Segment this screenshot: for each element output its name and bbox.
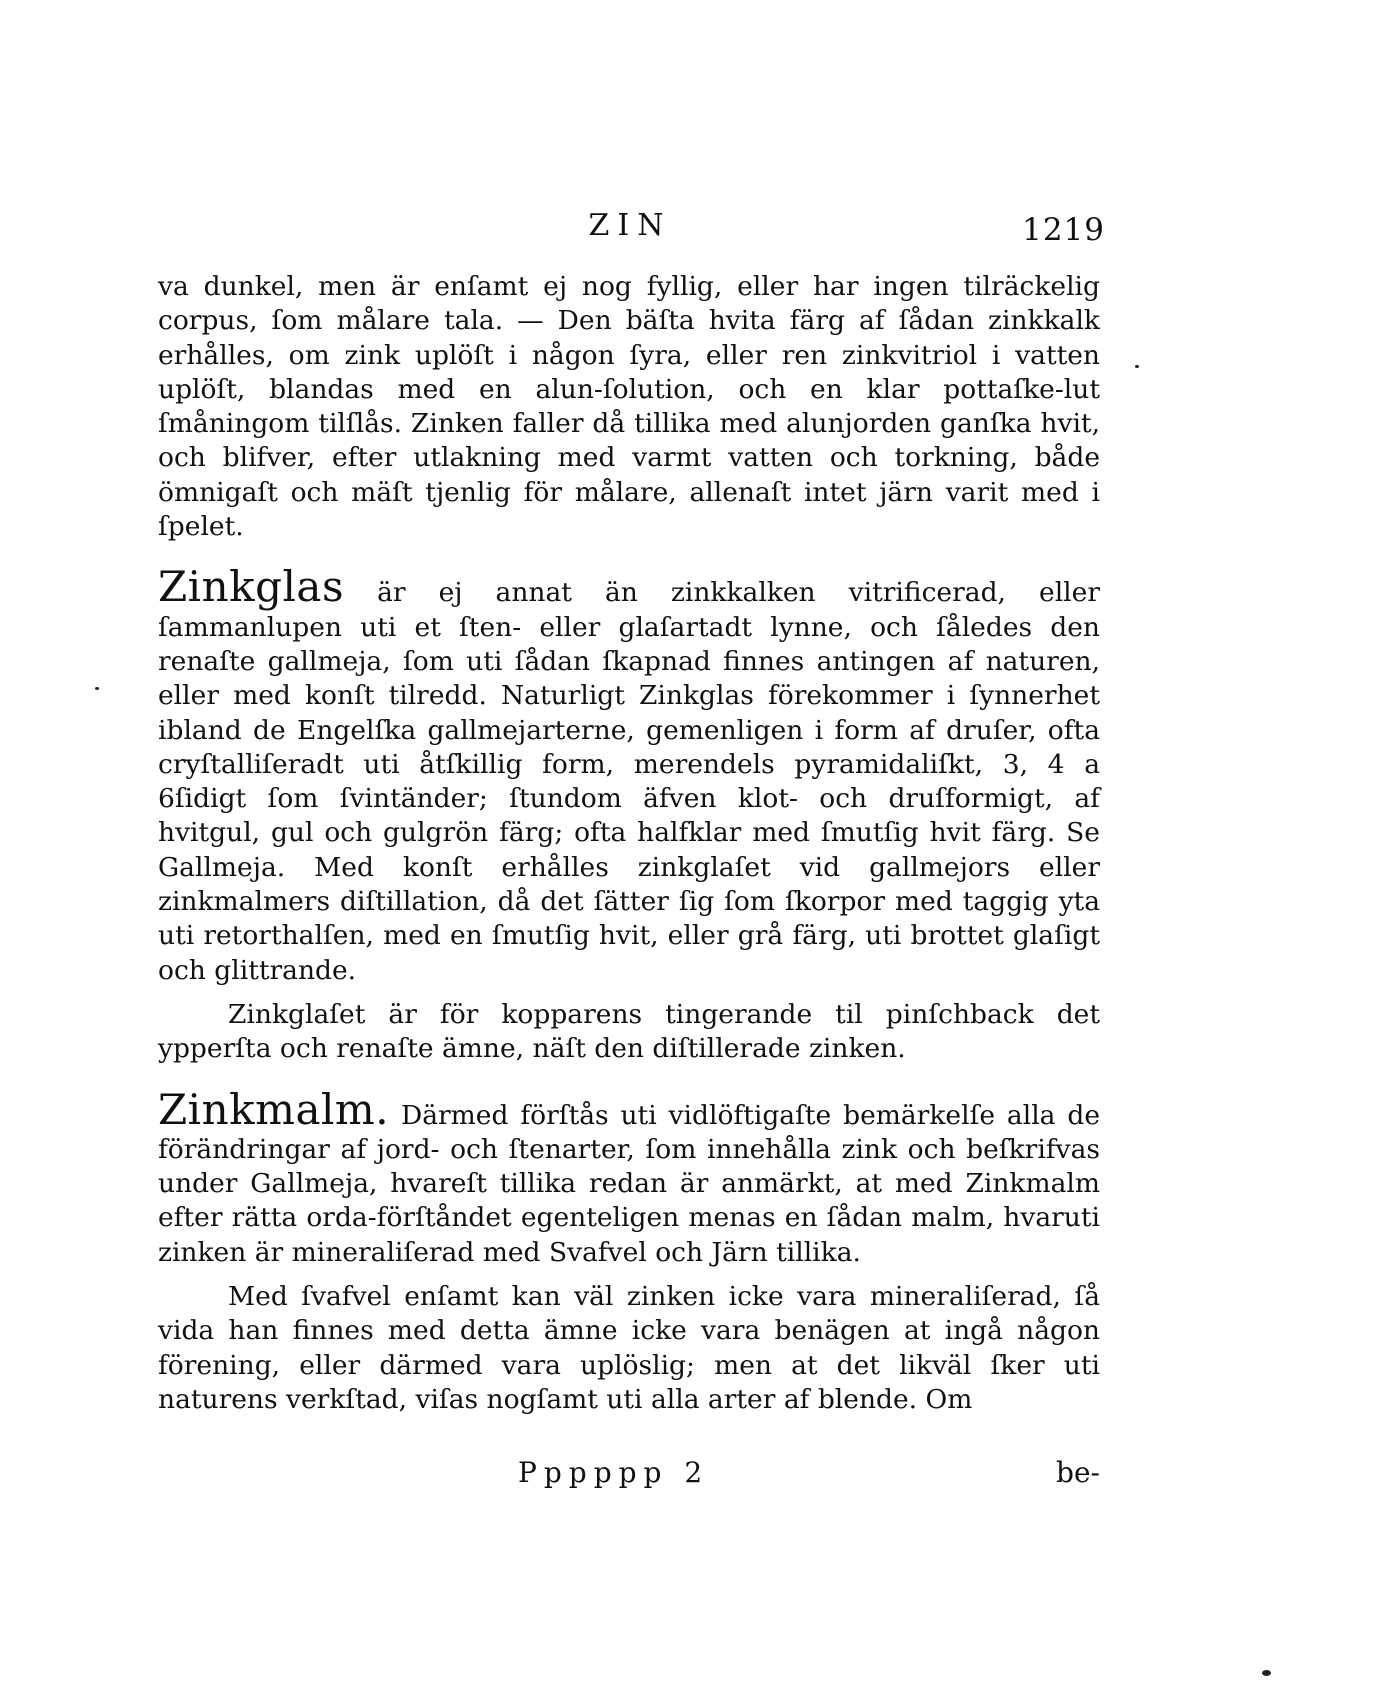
- signature-mark: Pppppp 2: [518, 1456, 710, 1489]
- entry-zinkmalm: [158, 1084, 1100, 1270]
- paragraph-svafvel: [158, 1280, 1100, 1417]
- page-number: 1219: [1022, 212, 1105, 248]
- ink-speck: [95, 687, 99, 690]
- paragraph-continuation: [158, 270, 1100, 544]
- paragraph-zinkglaset: [158, 998, 1100, 1067]
- entry-headword: Zinkmalm.: [158, 1084, 390, 1134]
- ink-speck: [1135, 365, 1139, 368]
- entry-zinkglas: [158, 562, 1100, 988]
- body-text: [158, 270, 1100, 1417]
- ink-speck: [1262, 1670, 1271, 1676]
- paragraph-text: Med ſvafvel enſamt kan väl zinken icke vara mineraliſerad, ſå vida han finnes med detta ämne icke vara benägen at ingå någon förening, eller därmed vara uplöslig; men at det likväl ſker uti naturens verkſtad, viſas nogſamt uti alla arter af blende. Om: [158, 1281, 1100, 1415]
- catchword: be-: [1056, 1456, 1100, 1489]
- running-head: ZIN: [588, 208, 672, 243]
- paragraph-text: va dunkel, men är enſamt ej nog fyllig, eller har ingen tilräckelig corpus, ſom målare tala. — Den bäſta hvita färg af ſådan zinkkalk erhålles, om zink uplöſt i någon ſyra, eller ren zinkvitriol i vatten uplöſt, blandas med en alun-ſolution, och en klar pottaſke-lut ſmåningom tilſlås. Zinken faller då tillika med alunjorden ganſka hvit, och blifver, efter utlakning med varmt vatten och torkning, både ömnigaſt och mäſt tjenlig för målare, allenaſt intet järn varit med i ſpelet.: [158, 271, 1100, 543]
- entry-text: är ej annat än zinkkalken vitrificerad, eller ſammanlupen uti et ſten- eller glaſartadt lynne, och ſåledes den renaſte gallmeja, ſom uti ſådan ſkapnad finnes antingen af naturen, eller med konſt tilredd. Naturligt Zinkglas förekommer i ſynnerhet ibland de Engelſka gallmejarterne, gemenligen i form af druſer, ofta cryſtalliſeradt uti åtſkillig form, merendels pyramidaliſkt, 3, 4 a 6ſidigt ſom ſvintänder; ſtundom äfven klot- och druſformigt, af hvitgul, gul och gulgrön färg; ofta halfklar med ſmutſig hvit färg. Se Gallmeja. Med konſt erhålles zinkglaſet vid gallmejors eller zinkmalmers diſtillation, då det ſätter ſig ſom ſkorpor med taggig yta uti retorthalſen, med en ſmutſig hvit, eller grå färg, uti brottet glaſigt och glittrande.: [158, 577, 1100, 986]
- paragraph-text: Zinkglaſet är för kopparens tingerande til pinſchback det ypperſta och renaſte ämne, näſt den diſtillerade zinken.: [158, 998, 1100, 1065]
- entry-headword: Zinkglas: [158, 562, 345, 612]
- page-header: [155, 208, 1105, 258]
- page-footer: [158, 1456, 1100, 1496]
- entry-text: Därmed förſtås uti vidlöftigaſte bemärkelſe alla de förändringar af jord- och ſtenarter, ſom innehålla zink och beſkrifvas under Gallmeja, hvareſt tillika redan är anmärkt, at med Zinkmalm efter rätta orda-förſtåndet egenteligen menas en ſådan malm, hvaruti zinken är mineraliſerad med Svafvel och Järn tillika.: [158, 1099, 1100, 1268]
